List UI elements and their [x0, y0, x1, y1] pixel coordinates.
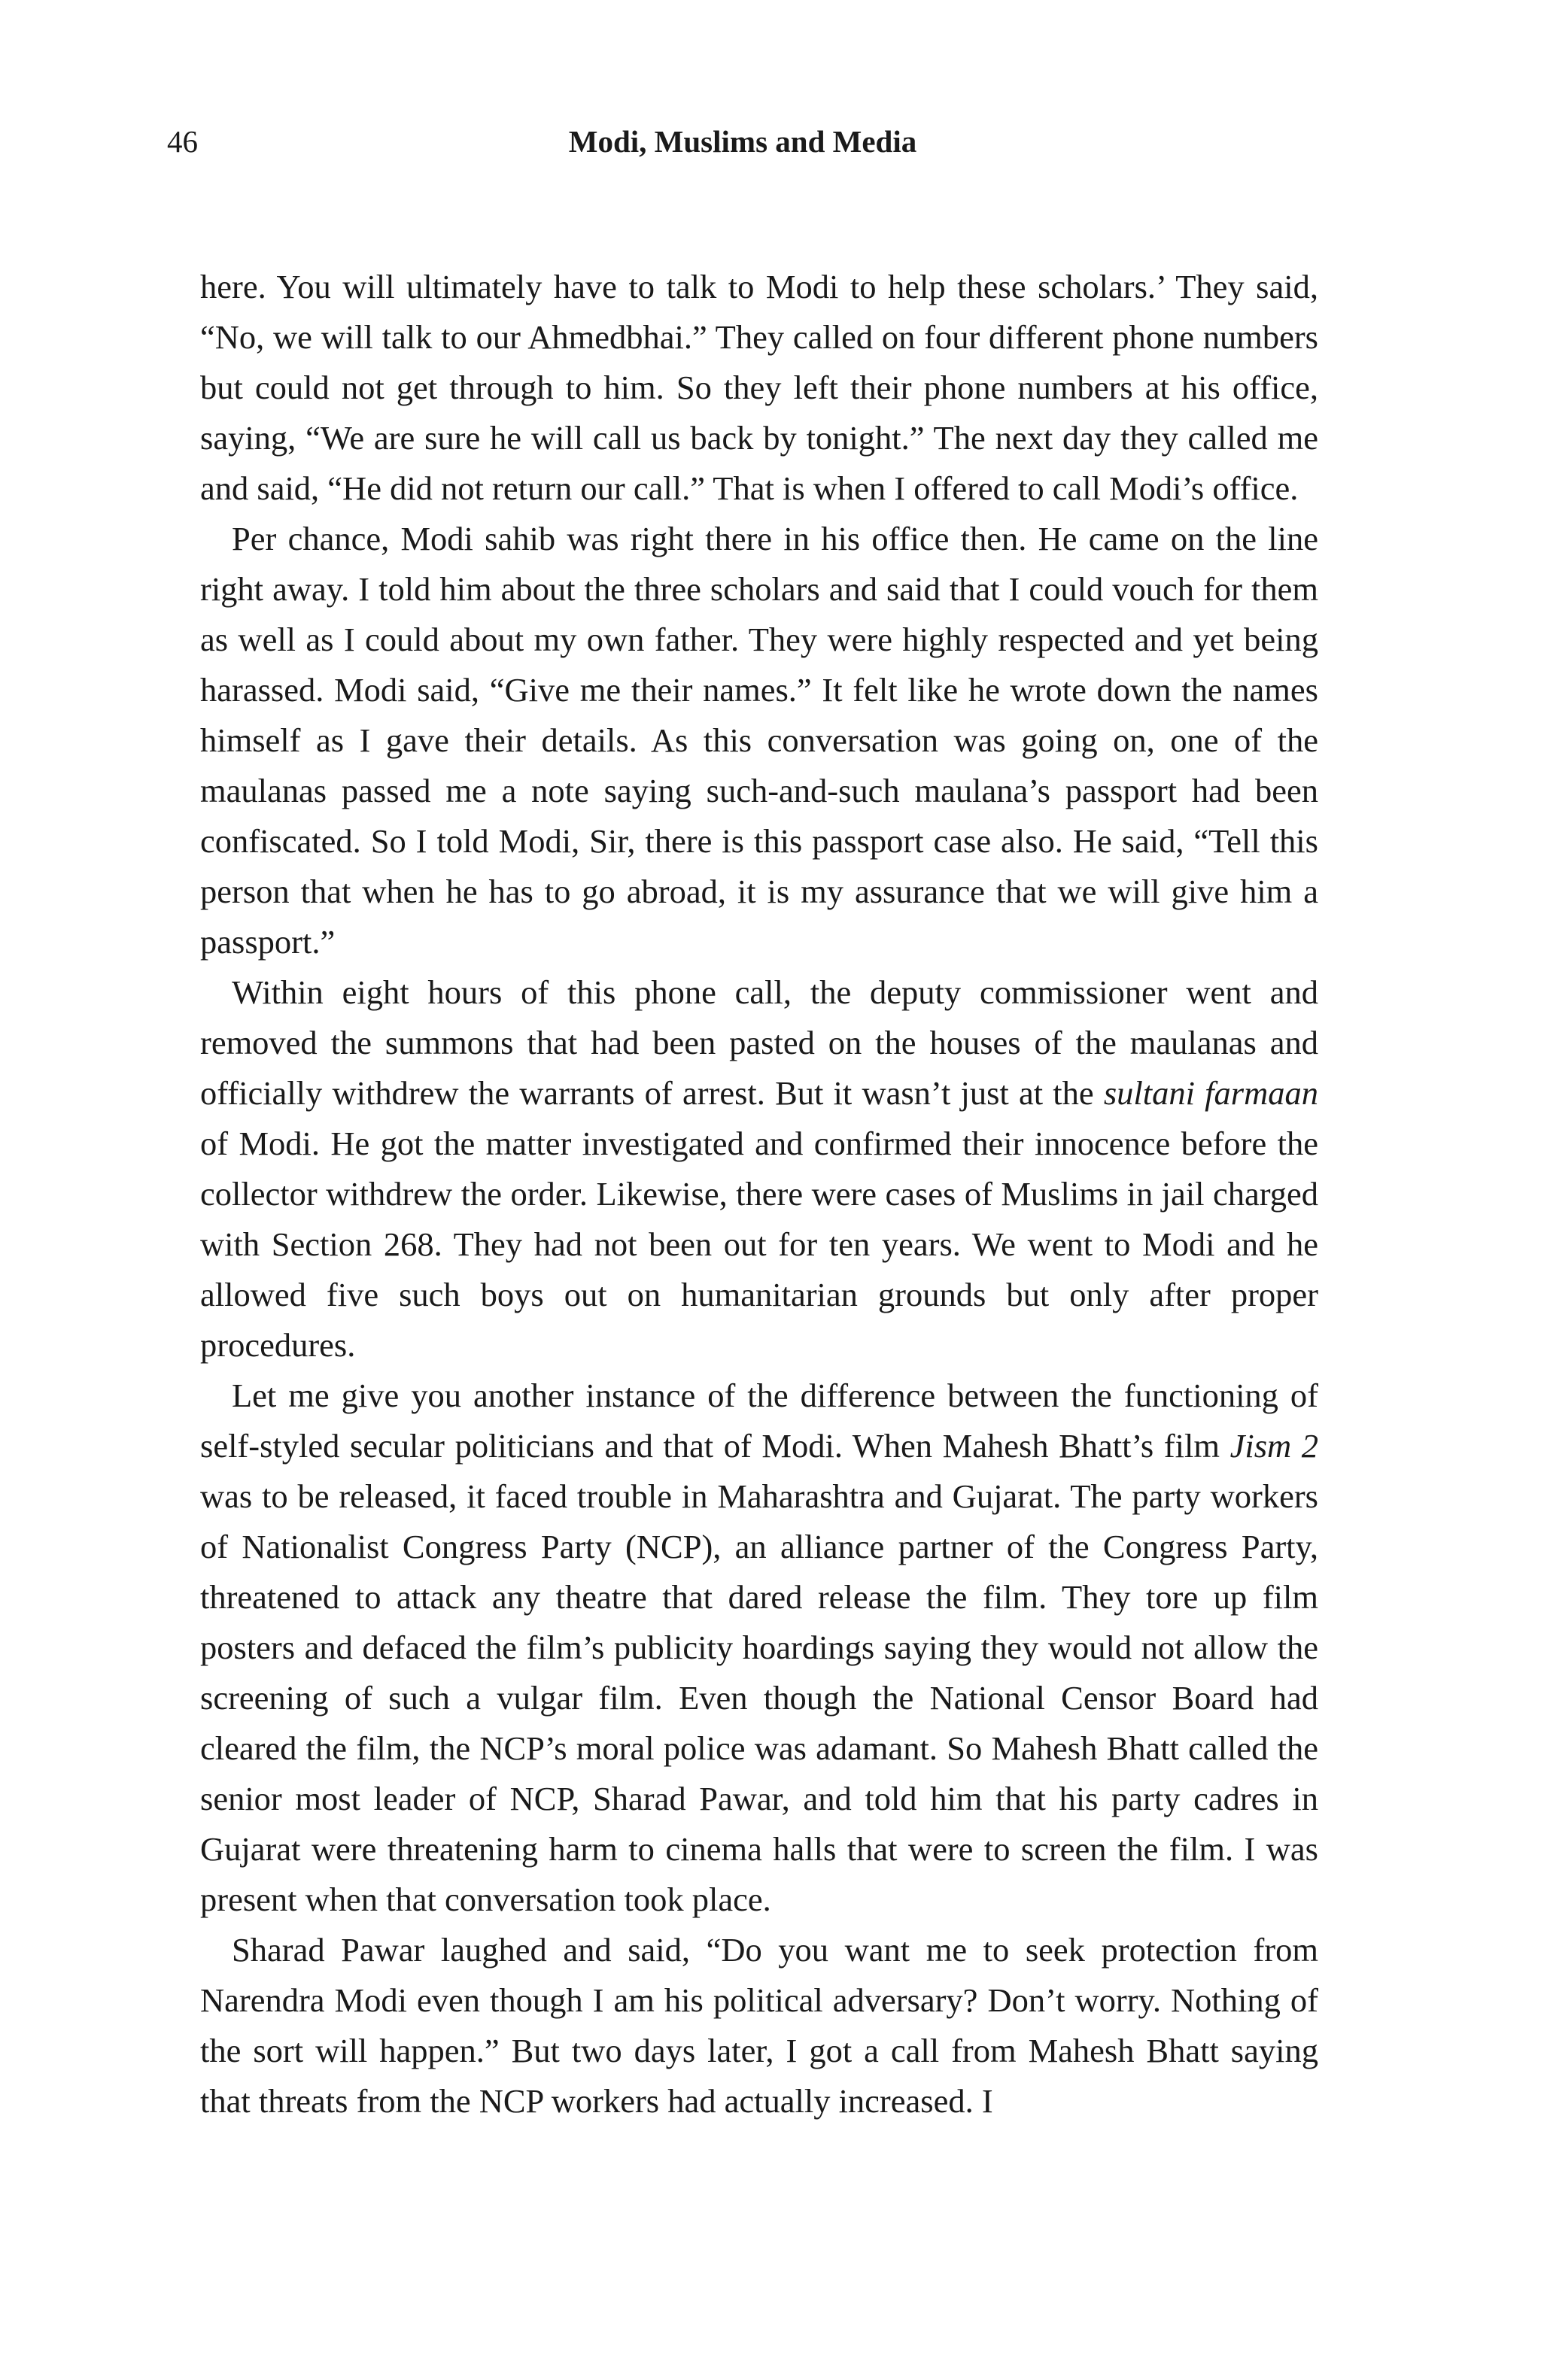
- paragraph-2: [200, 514, 1318, 967]
- italic-term-sultani-farmaan: sultani farmaan: [1103, 1074, 1318, 1112]
- paragraph-3: [200, 967, 1318, 1371]
- paragraph-1: [200, 262, 1318, 514]
- text-run: Let me give you another instance of the difference between the functioning of self-styled secular politicians and that of Modi. When Mahesh Bhatt’s film: [200, 1377, 1318, 1465]
- body-text: [200, 262, 1318, 2127]
- text-run: here. You will ultimately have to talk to Modi to help these scholars.’ They said, “No, we will talk to our Ahmedbhai.” They called on four different phone numbers but could not get through to him. So they left their phone numbers at his office, saying, “We are sure he will call us back by tonight.” The next day they called me and said, “He did not return our call.” That is when I offered to call Modi’s office.: [200, 268, 1318, 507]
- paragraph-5: [200, 1925, 1318, 2127]
- italic-film-title-jism-2: Jism 2: [1229, 1427, 1318, 1465]
- paragraph-4: [200, 1371, 1318, 1925]
- text-run: of Modi. He got the matter investigated and confirmed their innocence before the collector withdrew the order. Likewise, there were cases of Muslims in jail charged with Section 268. They had not been out for ten years. We went to Modi and he allowed five such boys out on humanitarian grounds but only after proper procedures.: [200, 1125, 1318, 1364]
- page-number: 46: [167, 124, 198, 159]
- page-header: [167, 119, 1318, 164]
- running-title: Modi, Muslims and Media: [568, 124, 917, 159]
- text-run: Sharad Pawar laughed and said, “Do you want me to seek protection from Narendra Modi even though I am his political adversary? Don’t worry. Nothing of the sort will happen.” But two days later, I got a call from Mahesh Bhatt saying that threats from the NCP workers had actually increased. I: [200, 1931, 1318, 2120]
- text-run: Per chance, Modi sahib was right there in his office then. He came on the line right away. I told him about the three scholars and said that I could vouch for them as well as I could about my own father. They were highly respected and yet being harassed. Modi said, “Give me their names.” It felt like he wrote down the names himself as I gave their details. As this conversation was going on, one of the maulanas passed me a note saying such-and-such maulana’s passport had been confiscated. So I told Modi, Sir, there is this passport case also. He said, “Tell this person that when he has to go abroad, it is my assurance that we will give him a passport.”: [200, 520, 1318, 961]
- text-run: was to be released, it faced trouble in Maharashtra and Gujarat. The party workers of Nationalist Congress Party (NCP), an alliance partner of the Congress Party, threatened to attack any theatre that dared release the film. They tore up film posters and defaced the film’s publicity hoardings saying they would not allow the screening of such a vulgar film. Even though the National Censor Board had cleared the film, the NCP’s moral police was adamant. So Mahesh Bhatt called the senior most leader of NCP, Sharad Pawar, and told him that his party cadres in Gujarat were threatening harm to cinema halls that were to screen the film. I was present when that conversation took place.: [200, 1477, 1318, 1918]
- text-run: Within eight hours of this phone call, the deputy commissioner went and removed the summons that had been pasted on the houses of the maulanas and officially withdrew the warrants of arrest. But it wasn’t just at the: [200, 973, 1318, 1112]
